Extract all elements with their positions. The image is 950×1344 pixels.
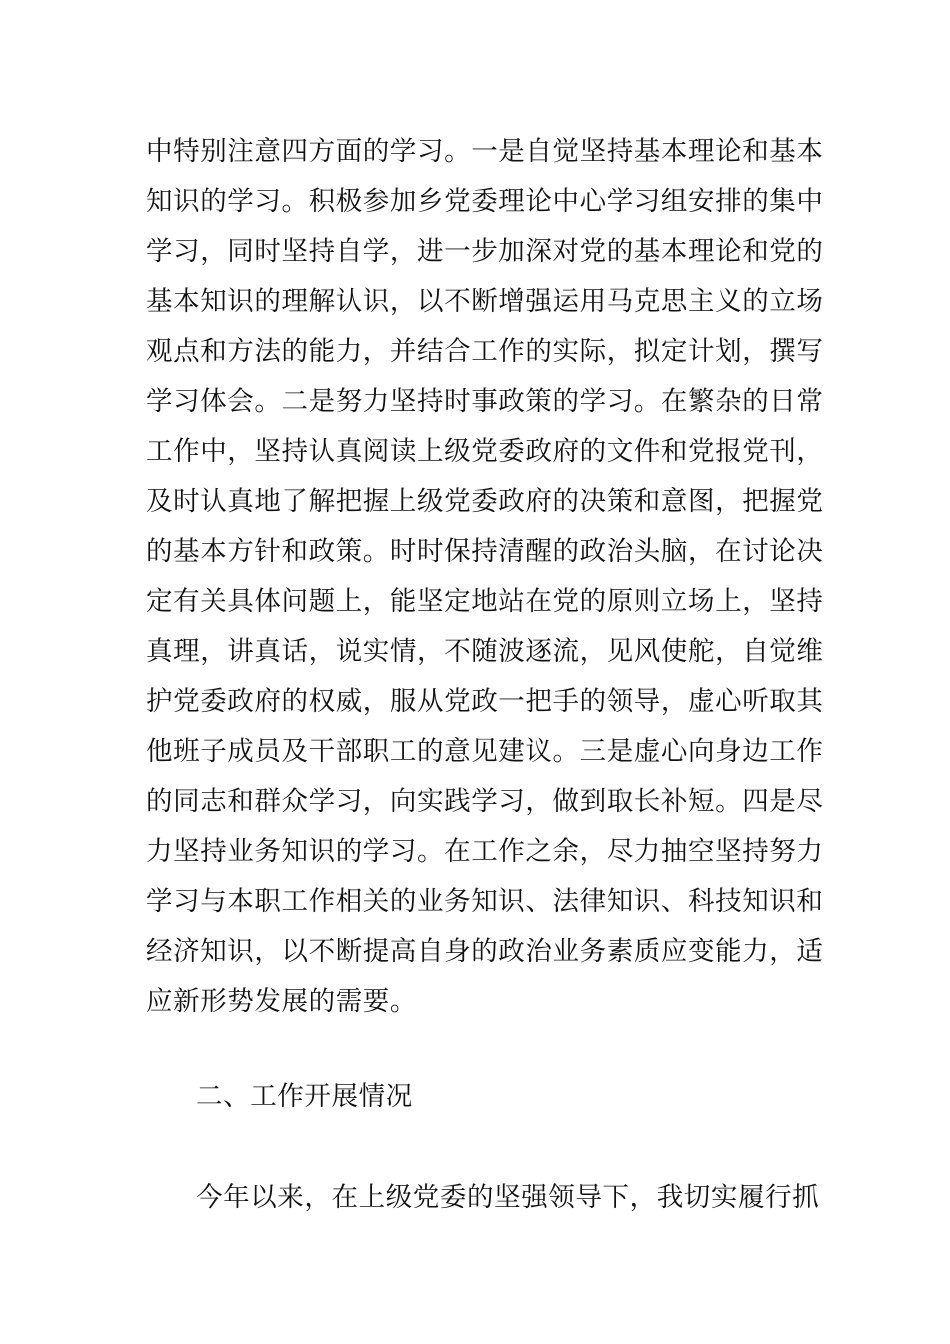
paragraph-line: 经济知识，以不断提高自身的政治业务素质应变能力，适 (146, 936, 824, 967)
paragraph-line: 知识的学习。积极参加乡党委理论中心学习组安排的集中 (146, 186, 824, 217)
paragraph-line: 的基本方针和政策。时时保持清醒的政治头脑，在讨论决 (146, 536, 824, 567)
paragraph-line: 的同志和群众学习，向实践学习，做到取长补短。四是尽 (146, 786, 824, 817)
paragraph-line: 学习体会。二是努力坚持时事政策的学习。在繁杂的日常 (146, 386, 824, 417)
paragraph-line: 观点和方法的能力，并结合工作的实际，拟定计划，撰写 (146, 336, 824, 367)
paragraph-line: 基本知识的理解认识，以不断增强运用马克思主义的立场 (146, 286, 824, 317)
paragraph-line: 力坚持业务知识的学习。在工作之余，尽力抽空坚持努力 (146, 836, 824, 867)
section-heading: 二、工作开展情况 (196, 1081, 413, 1112)
paragraph-line: 今年以来，在上级党委的坚强领导下，我切实履行抓 (196, 1182, 820, 1213)
paragraph-line: 应新形势发展的需要。 (146, 986, 417, 1017)
paragraph-line: 学习与本职工作相关的业务知识、法律知识、科技知识和 (146, 886, 824, 917)
paragraph-line: 他班子成员及干部职工的意见建议。三是虚心向身边工作 (146, 736, 824, 767)
paragraph-line: 护党委政府的权威，服从党政一把手的领导，虚心听取其 (146, 686, 824, 717)
paragraph-line: 真理，讲真话，说实情，不随波逐流，见风使舵，自觉维 (146, 636, 824, 667)
paragraph-line: 工作中，坚持认真阅读上级党委政府的文件和党报党刊， (146, 436, 824, 467)
paragraph-line: 及时认真地了解把握上级党委政府的决策和意图，把握党 (146, 486, 824, 517)
paragraph-line: 定有关具体问题上，能坚定地站在党的原则立场上，坚持 (146, 586, 824, 617)
paragraph-line: 学习，同时坚持自学，进一步加深对党的基本理论和党的 (146, 236, 824, 267)
paragraph-line: 中特别注意四方面的学习。一是自觉坚持基本理论和基本 (146, 136, 824, 167)
